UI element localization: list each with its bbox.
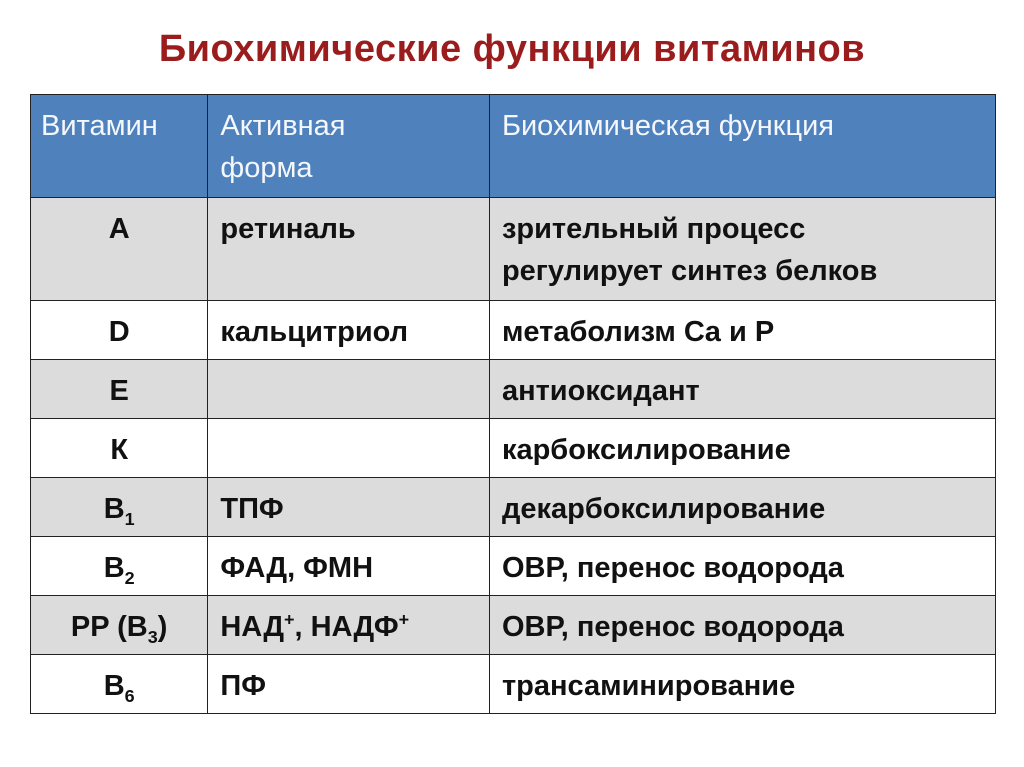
cell-vitamin — [31, 360, 208, 419]
header-vitamin: Витамин — [31, 95, 208, 198]
cell-vitamin — [31, 478, 208, 537]
vitamin-name: К — [110, 434, 129, 467]
form-superscript1: + — [283, 609, 295, 630]
cell-function: карбоксилирование — [489, 419, 995, 478]
cell-active-form: ФАД, ФМН — [208, 537, 490, 596]
vitamin-name: PP (B — [70, 611, 148, 644]
table-row — [31, 537, 996, 596]
table-row — [31, 655, 996, 714]
table-row — [31, 301, 996, 360]
vitamin-subscript: 6 — [124, 686, 135, 707]
cell-vitamin — [31, 419, 208, 478]
vitamin-name: B — [103, 670, 125, 703]
function-line1: зрительный процесс — [501, 213, 806, 245]
vitamin-subscript: 2 — [124, 567, 135, 588]
vitamin-suffix: ) — [157, 611, 168, 644]
header-active-form-line1: Активная — [220, 110, 346, 142]
header-active-form — [208, 95, 490, 198]
cell-function: ОВР, перенос водорода — [489, 537, 995, 596]
cell-function: метаболизм Ca и P — [489, 301, 995, 360]
table-row — [31, 596, 996, 655]
vitamin-subscript: 3 — [147, 627, 158, 648]
vitamin-name: E — [109, 375, 129, 408]
vitamin-name: A — [108, 213, 130, 245]
cell-active-form: кальцитриол — [208, 301, 490, 360]
cell-vitamin — [31, 596, 208, 655]
header-biochemical-function: Биохимическая функция — [489, 95, 995, 198]
vitamin-name: B — [103, 493, 125, 526]
cell-active-form — [208, 596, 490, 655]
table-row — [31, 360, 996, 419]
cell-function: антиоксидант — [489, 360, 995, 419]
vitamin-name: B — [103, 552, 125, 585]
cell-active-form: ретиналь — [208, 198, 490, 301]
vitamin-name: D — [108, 316, 130, 348]
table-row — [31, 478, 996, 537]
table-row — [31, 419, 996, 478]
vitamins-table — [30, 94, 996, 714]
page-title: Биохимические функции витаминов — [158, 28, 866, 70]
cell-function: декарбоксилирование — [489, 478, 995, 537]
table-header-row — [31, 95, 996, 198]
cell-function: ОВР, перенос водорода — [489, 596, 995, 655]
cell-vitamin — [31, 301, 208, 360]
cell-active-form — [208, 360, 490, 419]
cell-active-form: ПФ — [208, 655, 490, 714]
cell-vitamin — [31, 537, 208, 596]
form-part1: НАД — [220, 611, 284, 644]
cell-active-form — [208, 419, 490, 478]
cell-active-form: ТПФ — [208, 478, 490, 537]
form-superscript2: + — [398, 609, 410, 630]
cell-function: трансаминирование — [489, 655, 995, 714]
header-active-form-line2: форма — [220, 152, 313, 185]
cell-vitamin — [31, 655, 208, 714]
function-line2: регулирует синтез белков — [501, 255, 878, 288]
vitamin-subscript: 1 — [124, 508, 135, 529]
form-part2: , НАДФ — [294, 611, 399, 644]
cell-vitamin — [31, 198, 208, 301]
cell-function — [489, 198, 995, 301]
table-row — [31, 198, 996, 301]
